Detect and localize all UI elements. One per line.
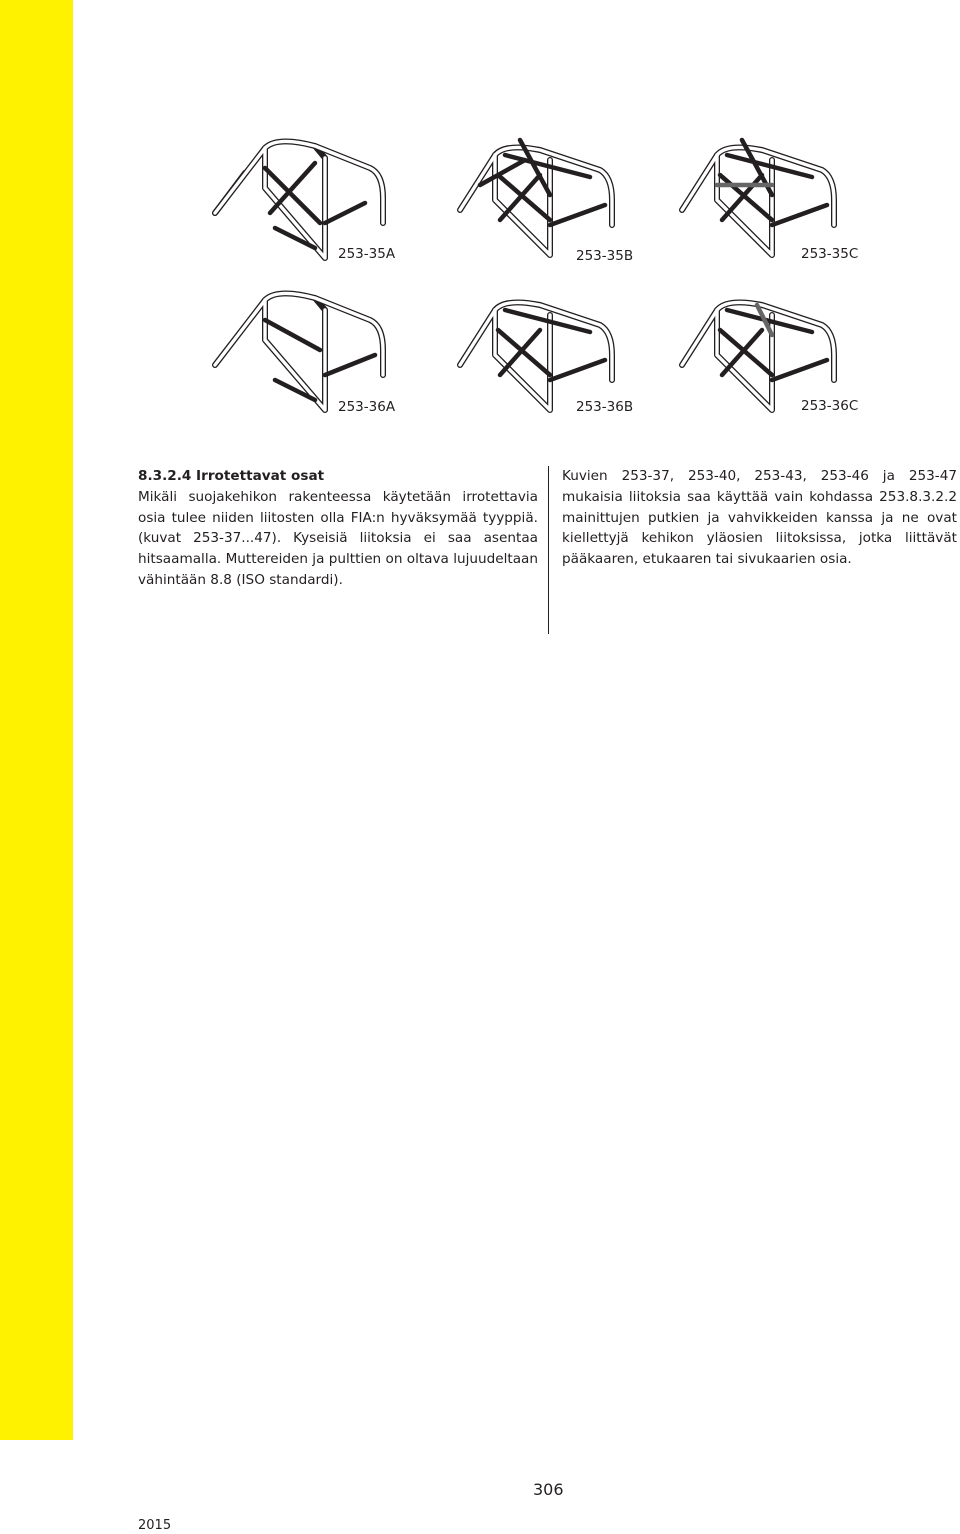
figure-label-253-36A: 253-36A xyxy=(338,399,396,415)
figure-label-253-35B: 253-35B xyxy=(576,248,634,264)
page-number: 306 xyxy=(533,1480,564,1499)
figure-label-253-36B: 253-36B xyxy=(576,399,634,415)
right-text-column xyxy=(562,466,957,570)
figure-label-253-36C: 253-36C xyxy=(801,398,859,414)
rollcage-figure-253-35B xyxy=(450,125,630,265)
rollcage-figure-253-35C xyxy=(672,125,852,265)
column-divider xyxy=(548,466,549,634)
right-paragraph: Kuvien 253-37, 253-40, 253-43, 253-46 ja 253-47 mukaisia liitoksia saa käyttää vain kohdassa 253.8.3.2.2 mainittujen putkien ja vahvikkeiden kanssa ja ne ovat kiellettyjä kehikon yläosien liitoksissa, jotka liittävät pääkaaren, etukaaren tai sivukaarien osia. xyxy=(562,468,957,568)
left-text-column xyxy=(138,466,538,591)
figure-label-253-35C: 253-35C xyxy=(801,246,859,262)
section-heading: 8.3.2.4 Irrotettavat osat xyxy=(138,468,325,484)
footer-year: 2015 xyxy=(138,1518,172,1533)
figure-label-253-35A: 253-35A xyxy=(338,246,396,262)
yellow-side-bar xyxy=(0,0,73,1440)
left-paragraph: Mikäli suojakehikon rakenteessa käytetään irrotettavia osia tulee niiden liitosten olla FIA:n hyväksymää tyyppiä. (kuvat 253-37...47). Kyseisiä liitoksia ei saa asentaa hitsaamalla. Muttereiden ja pulttien on oltava lujuudeltaan vähintään 8.8 (ISO standardi). xyxy=(138,488,538,588)
